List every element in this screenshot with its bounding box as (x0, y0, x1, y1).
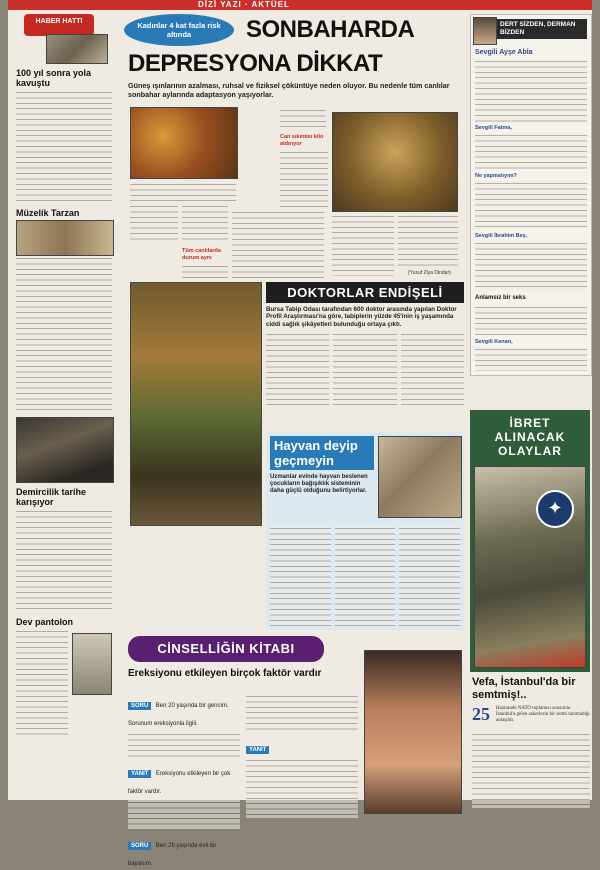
forest-photo (130, 282, 262, 526)
col-text-i (398, 214, 458, 268)
columnist-box-title: DERT SİZDEN, DERMAN BİZDEN (497, 19, 587, 39)
columnist-text-5 (475, 305, 587, 335)
ibret-line-3: OLAYLAR (498, 444, 562, 458)
section-strip-label: DİZİ YAZI · AKTÜEL (198, 0, 290, 9)
yanit-more-1 (128, 800, 240, 830)
doctors-col-3 (401, 332, 464, 406)
vefa-dropcap: 25 (472, 704, 490, 724)
left-column (12, 12, 112, 739)
hayvan-col-3 (399, 526, 460, 626)
yanit-label-2: YANIT (246, 746, 269, 754)
soru-text-1: Ben 20 yaşında bir gencim. Sorunum ereksiyonla ilgili. (128, 703, 229, 727)
columnist-sub-3: Sevgili İbrahim Bey, (475, 233, 527, 239)
story-100yil-text (16, 90, 112, 204)
hayvan-title: Hayvan deyip geçmeyin (270, 436, 374, 470)
col-text-c (130, 182, 236, 202)
columnist-box (470, 14, 592, 376)
kitap-headline: Ereksiyonu etkileyen birçok faktör vardır (128, 668, 322, 679)
woman-back-photo (364, 650, 462, 814)
child-dog-photo (378, 436, 462, 518)
col-text-h (332, 214, 394, 276)
tarzan-photo (16, 220, 112, 256)
soru-label-2: SORU (128, 842, 151, 850)
columnist-text-6 (475, 347, 587, 371)
columnist-text-3 (475, 181, 587, 229)
newspaper-page (8, 0, 592, 867)
col-text-f (182, 264, 228, 278)
hayvan-col-2 (335, 526, 396, 626)
columnist-sub-2: Ne yapmalıyım? (475, 173, 517, 179)
col-text-a (280, 108, 326, 130)
doctors-deck: Bursa Tabip Odası tarafından 600 doktor arasında yapılan Doktor Profil Araştırması'na göre, tabiplerin yüzde 45'inin iş yaşamında ciddi sağlık şikâyetleri bulunduğu ortaya çıktı. (266, 306, 457, 328)
main-title-1: SONBAHARDA (246, 16, 415, 43)
autumn-tree-photo (332, 112, 458, 212)
story-100yil-headline: 100 yıl sonra yola kavuştu (16, 68, 92, 88)
kitap-banner: CİNSELLİĞİN KİTABI (128, 636, 324, 662)
ibret-box (470, 410, 590, 672)
vefa-text: Hazirande NATO toplantısı sırasında İstanbul'a gelen askerlerin bir semti tanımadığı anlaşıldı. (496, 706, 590, 723)
yanit-label-1: YANIT (128, 770, 151, 778)
kitap-col-2a (246, 694, 358, 734)
main-byline: (Yusuf Ziya Dindar) (408, 270, 451, 276)
sub-can-sikintisi: Can sıkıntısı kilo aldırıyor (280, 134, 324, 147)
kitap-col-2b (246, 758, 358, 818)
story-pantolon-text (16, 629, 68, 737)
story-demircilik-text (16, 509, 112, 609)
yanit-text-1: Ereksiyonu etkileyen bir çok faktör vardır. (128, 771, 231, 795)
columnist-sub-1: Sevgili Fatma, (475, 125, 512, 131)
blacksmith-photo (16, 417, 112, 483)
left-photo-1 (46, 34, 108, 64)
soru-label-1: SORU (128, 702, 151, 710)
main-deck: Güneş ışınlarının azalması, ruhsal ve fiziksel çöküntüye neden oluyor. Bu nedenle tüm canlılar sonbahar aylarında adaptasyon yaşıyorlar. (128, 81, 450, 99)
story-tarzan-headline: Müzelik Tarzan (16, 208, 80, 218)
nato-emblem: ✦ (536, 490, 574, 528)
doctors-box (266, 282, 464, 432)
risk-badge (124, 14, 234, 46)
haber-hatti-label: HABER HATTI (35, 18, 83, 25)
story-pantolon-headline: Dev pantolon (16, 617, 74, 627)
soru-more-1 (128, 732, 240, 758)
sub-tum-canlilarda: Tüm canlılarda durum aynı (182, 248, 221, 261)
ibret-line-1: İBRET (509, 416, 551, 430)
section-strip (8, 0, 592, 10)
col-text-g (232, 210, 324, 278)
columnist-text-2 (475, 133, 587, 169)
doctors-col-2 (333, 332, 396, 406)
columnist-text-1 (475, 59, 587, 123)
columnist-text-4 (475, 241, 587, 291)
soru-text-2: Ben 26 yaşında evli bir bayanım. (128, 843, 217, 867)
col-text-e (182, 204, 228, 244)
hayvan-col-1 (270, 526, 331, 626)
kitap-box (120, 634, 464, 867)
columnist-photo (473, 17, 497, 45)
columnist-sub-5: Sevgili Kenan, (475, 339, 513, 345)
col-text-d (130, 204, 178, 244)
autumn-leaves-photo (130, 107, 238, 179)
ibret-line-2: ALINACAK (494, 430, 566, 444)
vefa-title: Vefa, İstanbul'da bir semtmiş!.. (472, 676, 576, 701)
doctors-col-1 (266, 332, 329, 406)
vefa-more (472, 732, 590, 808)
main-title-2: DEPRESYONA DİKKAT (128, 50, 383, 77)
col-text-b (280, 150, 328, 210)
story-demircilik-headline: Demircilik tarihe karışıyor (16, 487, 87, 507)
columnist-sub-4: Anlamsız bir seks (475, 295, 526, 301)
hayvan-box (266, 432, 464, 630)
hayvan-deck: Uzmanlar evinde hayvan beslenen çocukların bağışıklık sisteminin daha güçlü olduğunu belirtiyorlar. (270, 474, 368, 495)
doctors-title: DOKTORLAR ENDİŞELİ (266, 282, 464, 303)
haber-hatti-logo (16, 12, 112, 62)
story-tarzan-text (16, 256, 112, 414)
columnist-name: Sevgili Ayşe Abla (475, 49, 533, 56)
risk-badge-text: Kadınlar 4 kat fazla risk altında (137, 21, 221, 39)
pantolon-photo (72, 633, 112, 695)
